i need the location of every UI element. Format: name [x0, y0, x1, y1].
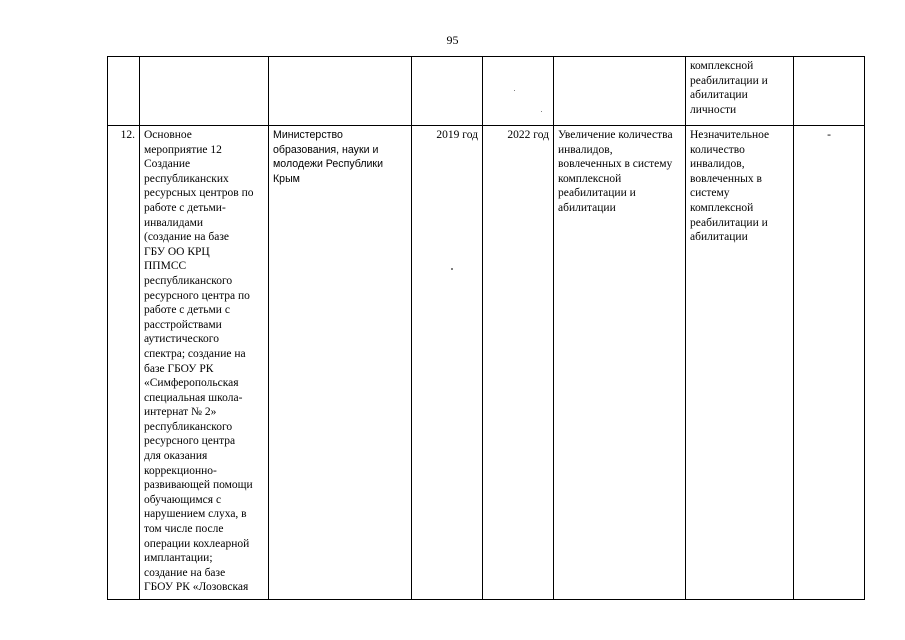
end-year: 2022 год [483, 126, 554, 600]
consequence: Незначительное количество инвалидов, вовлеченных в систему комплексной реабилитации и абилитации [686, 126, 794, 600]
cell-consequence: комплексной реабилитации и абилитации личности [686, 57, 794, 126]
table-row [108, 126, 865, 600]
cell-measure [140, 57, 269, 126]
cell-expected-result [554, 57, 686, 126]
program-measures-table [107, 56, 865, 600]
cell-end-year [483, 57, 554, 126]
measure-description: Основное мероприятие 12 Создание республиканских ресурсных центров по работе с детьми- инвалидами (создание на базе ГБУ ОО КРЦ ППМСС республиканского ресурсного центра по работе с детьми с расстройствами аутистического спектра; создание на базе ГБОУ РК «Симферопольская специальная школа- интернат № 2» республиканского ресурсного центра для оказания коррекционно- развивающей помощи обучающимся с нарушением слуха, в том числе после операции кохлеарной имплантации; создание на базе ГБОУ РК «Лозовская [140, 126, 269, 600]
scan-speck [451, 268, 453, 270]
expected-result: Увеличение количества инвалидов, вовлеченных в систему комплексной реабилитации и абилитации [554, 126, 686, 600]
executor: Министерство образования, науки и молодежи Республики Крым [269, 126, 412, 600]
indicator-link: - [794, 126, 865, 600]
start-year: 2019 год [412, 126, 483, 600]
scan-speck [541, 111, 542, 112]
continuation-row [108, 57, 865, 126]
scan-speck [514, 90, 515, 91]
page-number: 95 [446, 33, 459, 47]
cell-indicator-link [794, 57, 865, 126]
row-number: 12. [108, 126, 140, 600]
cell-number [108, 57, 140, 126]
cell-executor [269, 57, 412, 126]
cell-start-year [412, 57, 483, 126]
